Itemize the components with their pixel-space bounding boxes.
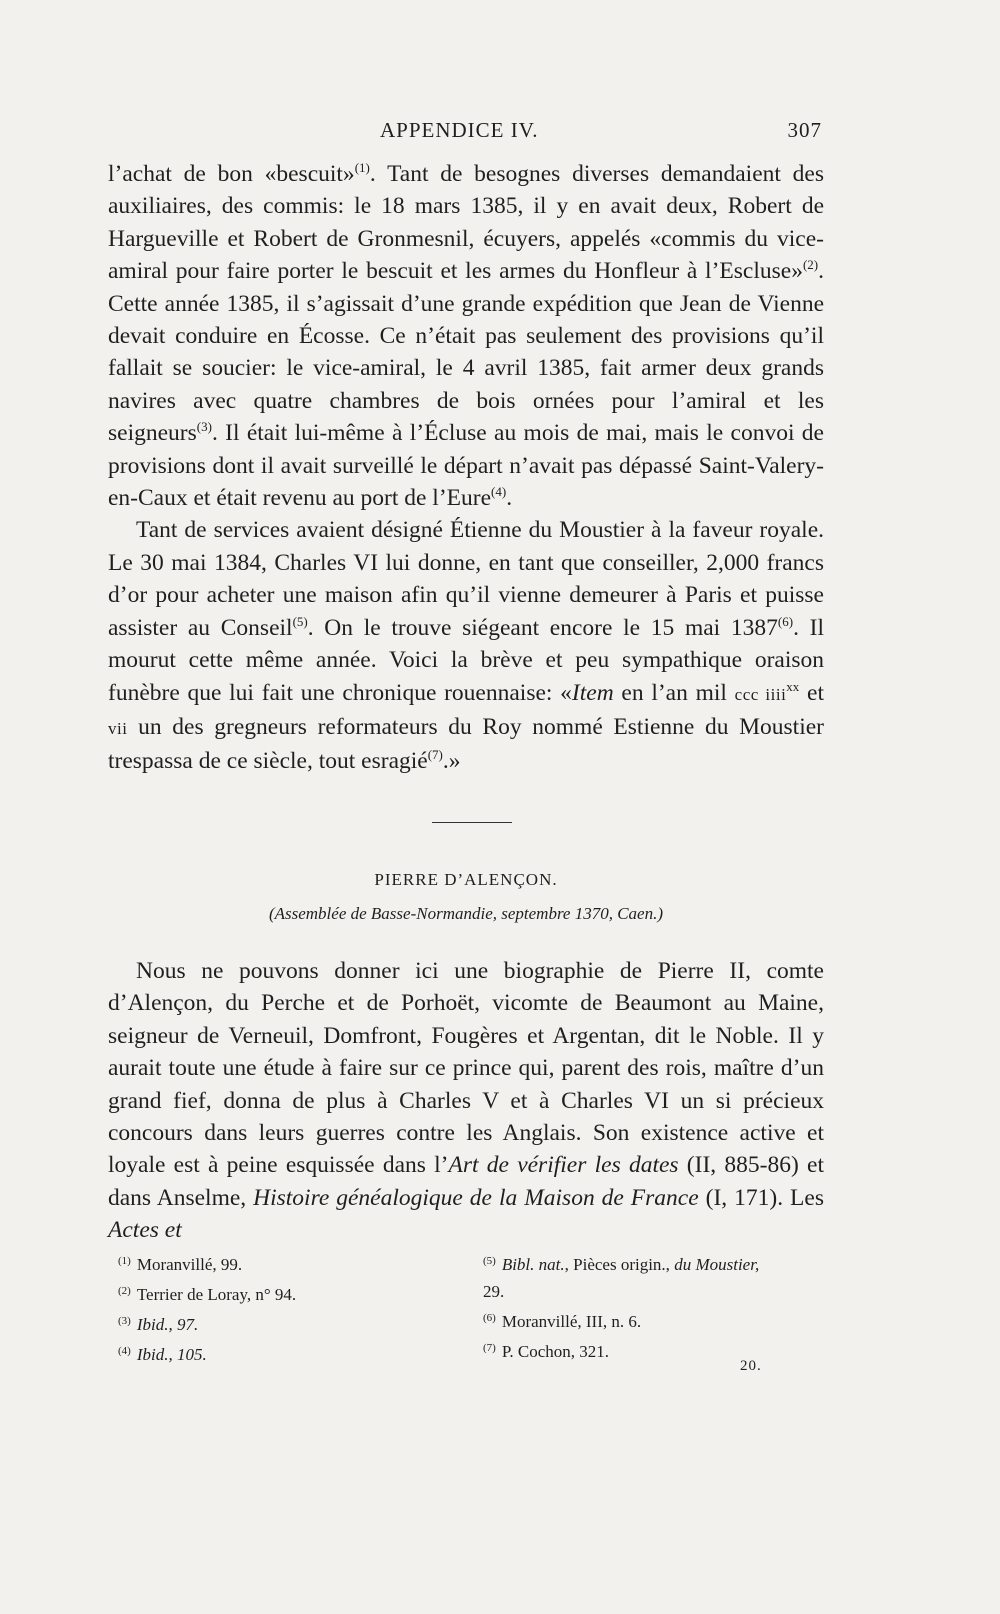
footnote-7: $^{(7)}$ P. Cochon, 321. — [483, 1342, 610, 1361]
section-divider — [432, 822, 512, 823]
running-title: APPENDICE IV. — [380, 118, 539, 142]
footnote-3: $^{(3)}$ Ibid., 97. — [118, 1315, 199, 1334]
footnote-ref-7: (7) — [427, 747, 443, 763]
running-head — [380, 118, 822, 143]
body-text-lower — [108, 955, 824, 1247]
page-number: 307 — [787, 118, 822, 142]
footnote-ref-3: (3) — [196, 419, 212, 435]
section-subtitle: (Assemblée de Basse-Normandie, septembre 1370, Caen.) — [268, 904, 664, 923]
footnote-5: $^{(5)}$ Bibl. nat., Pièces origin., du Moustier, — [483, 1255, 760, 1274]
footnotes — [118, 1248, 828, 1368]
footnote-4: $^{(4)}$ Ibid., 105. — [118, 1345, 207, 1364]
footnote-1: $^{(1)}$ Moranvillé, 99. — [118, 1255, 243, 1274]
body-text-upper — [108, 158, 824, 778]
signature-mark: 20. — [740, 1358, 762, 1374]
footnote-2: $^{(2)}$ Terrier de Loray, n° 94. — [118, 1285, 297, 1304]
footnote-ref-4: (4) — [491, 484, 507, 500]
footnote-ref-1: (1) — [354, 160, 370, 175]
footnotes-left — [118, 1248, 463, 1368]
paragraph-1: l’achat de bon «bescuit»$^{(1)}$. Tant de besognes diverses demandaient des auxiliaires, des commis: le 18 mars 1385, il y en avait deux, Robert de Hargueville et Robert de Gronmesnil, écuyers, appelés «commis du vice-amiral pour faire porter le bescuit et les armes du Honfleur à l’Escluse»$^{(2)}$. Cette année 1385, il s’agissait d’une grande expédition que Jean de Vienne devait conduire en Écosse. Ce n’était pas seulement des provisions qu’il fallait se soucier: le vice-amiral, le 4 avril 1385, fait armer deux grands navires avec quatre chambres de bois ornées pour l’amiral et les seigneurs$^{(3)}$. Il était lui-même à l’Écluse au mois de mai, mais le convoi de provisions dont il avait surveillé le départ n’avait pas dépassé Saint-Valery-en-Caux et était revenu au port de l’Eure$^{(4)}$. — [108, 160, 824, 512]
paragraph-2: Tant de services avaient désigné Étienne du Moustier à la faveur royale. Le 30 mai 1384, Charles VI lui donne, en tant que conseiller, 2,000 francs d’or pour acheter une maison afin qu’il vienne demeurer à Paris et puisse assister au Conseil$^{(5)}$. On le trouve siégeant encore le 15 mai 1387$^{(6)}$. Il mourut cette même année. Voici la brève et peu sympathique oraison funèbre que lui fait une chronique rouennaise: «Item en l’an mil ccc iiii$^{xx}$ et vii un des gregneurs reformateurs du Roy nommé Estienne du Moustier trespassa de ce siècle, tout esragié$^{(7)}$.» — [108, 517, 825, 775]
footnote-6: $^{(6)}$ Moranvillé, III, n. 6. — [483, 1312, 642, 1331]
footnotes-right — [483, 1248, 828, 1368]
footnote-ref-2: (2) — [802, 257, 819, 273]
section-title: PIERRE D’ALENÇON. — [374, 870, 558, 889]
footnote-ref-6: (6) — [777, 613, 794, 629]
footnote-5-continued: 29. — [483, 1282, 505, 1301]
paragraph-3: Nous ne pouvons donner ici une biographie de Pierre II, comte d’Alençon, du Perche et de Porhoët, vicomte de Beaumont au Maine, seigneur de Verneuil, Domfront, Fougères et Argentan, dit le Noble. Il y aurait toute une étude à faire sur ce prince qui, parent des rois, maître d’un grand fief, donna de plus à Charles V et à Charles VI un si précieux concours dans leurs guerres contre les Anglais. Son existence active et loyale est à peine esquissée dans l’Art de vérifier les dates (II, 885-86) et dans Anselme, Histoire généalogique de la Maison de France (I, 171). Les Actes et — [108, 958, 825, 1244]
footnote-ref-5: (5) — [292, 613, 308, 629]
